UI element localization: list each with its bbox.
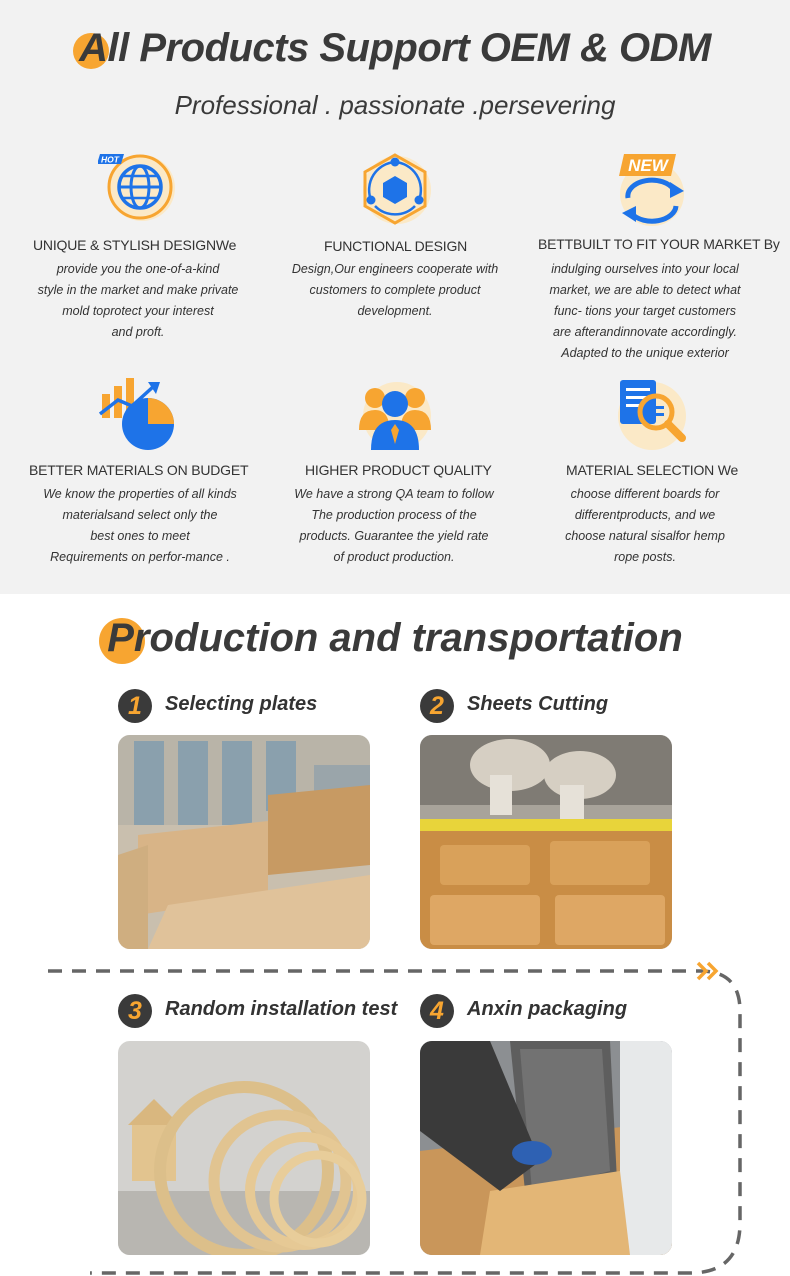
badge-new: NEW <box>628 156 668 175</box>
hexagon-network-icon <box>355 150 435 235</box>
page-title: All Products Support OEM & ODM <box>79 26 711 70</box>
feature-title: MATERIAL SELECTION We <box>566 462 739 478</box>
badge-hot: HOT <box>101 154 119 165</box>
step-number: 3 <box>118 994 152 1028</box>
step-number: 4 <box>420 994 454 1028</box>
team-quality-icon <box>355 376 435 459</box>
feature-description: Design,Our engineers cooperate with customers to complete product development. <box>291 262 499 318</box>
photo-sheets-cutting <box>420 735 672 949</box>
globe-hot-icon <box>98 150 180 233</box>
feature-title: BETTER MATERIALS ON BUDGET <box>29 462 249 478</box>
feature-description: indulging ourselves into your local market, we are able to detect what func- tions your target customers are afterandinnovate accordingly. Adapted to the unique exterior <box>549 262 741 360</box>
feature-title: BETTBUILT TO FIT YOUR MARKET By <box>538 236 780 252</box>
feature-title: FUNCTIONAL DESIGN <box>324 238 468 254</box>
step-label: Selecting plates <box>165 693 318 715</box>
production-header <box>0 616 790 661</box>
photo-anxin-packaging <box>420 1041 672 1255</box>
step-label: Random installation test <box>165 998 398 1020</box>
photo-selecting-plates <box>118 735 370 949</box>
feature-description: We have a strong QA team to follow The production process of the products. Guarantee the yield rate of product production. <box>294 487 494 564</box>
chart-growth-icon <box>96 372 180 459</box>
feature-description: provide you the one-of-a-kind style in the market and make private mold toprotect your interest and proft. <box>37 262 239 339</box>
step-label: Anxin packaging <box>467 998 628 1020</box>
feature-title: HIGHER PRODUCT QUALITY <box>305 462 492 478</box>
feature-description: We know the properties of all kinds materialsand select only the best ones to meet Requirements on perfor-mance . <box>43 487 237 564</box>
step-number: 2 <box>420 689 454 723</box>
step-number: 1 <box>118 689 152 723</box>
document-search-icon <box>612 374 692 459</box>
oem-header <box>0 26 790 71</box>
feature-description: choose different boards for differentproducts, and we choose natural sisalfor hemp rope posts. <box>565 487 725 564</box>
feature-title: UNIQUE & STYLISH DESIGNWe <box>33 237 237 253</box>
section-title: Production and transportation <box>107 616 683 660</box>
photo-installation-test <box>118 1041 370 1255</box>
step-label: Sheets Cutting <box>467 693 609 715</box>
new-refresh-icon <box>610 150 694 233</box>
page-subtitle: Professional . passionate .persevering <box>174 90 616 120</box>
